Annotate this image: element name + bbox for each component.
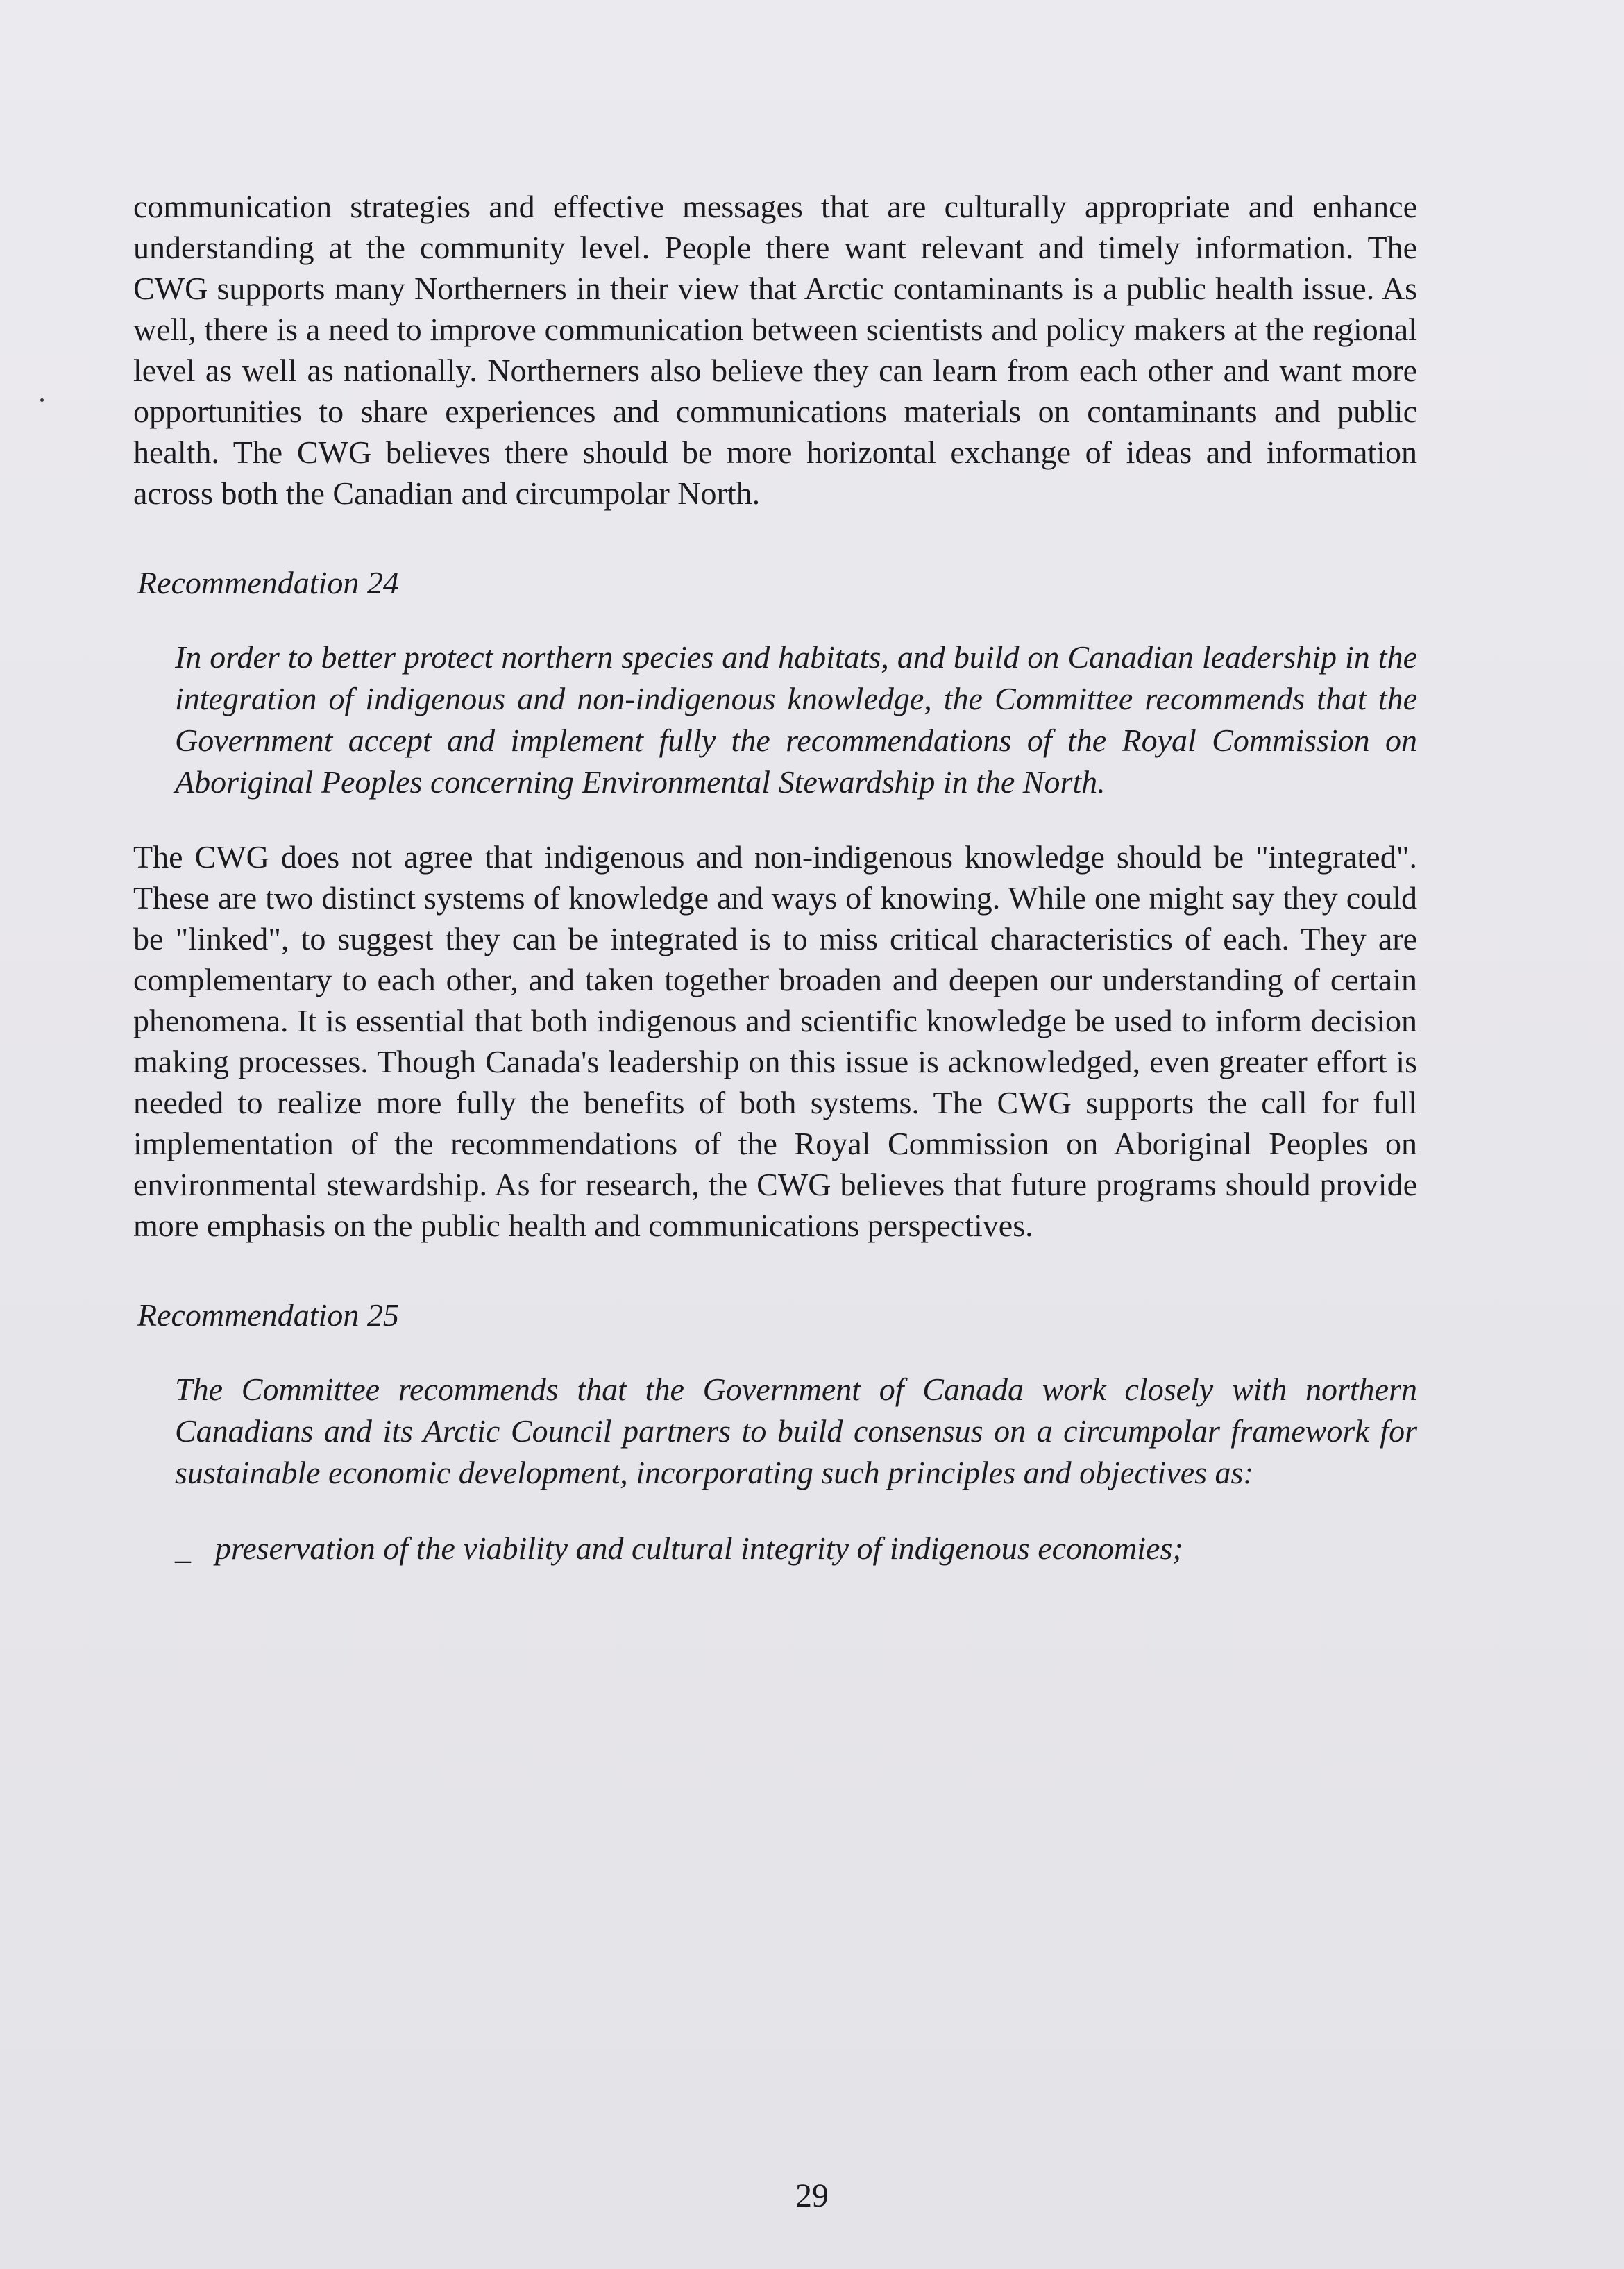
recommendation-25 — [133, 1294, 1417, 1567]
recommendation-24 — [133, 562, 1417, 803]
recommendation-heading: Recommendation 25 — [137, 1297, 399, 1333]
bullet-text: preservation of the viability and cultural integrity of indigenous economies; — [215, 1530, 1183, 1566]
recommendation-text: The Committee recommends that the Government of Canada work closely with northern Canadians and its Arctic Council partners to build consensus on a circumpolar framework for sustainable economic development, incorporating such principles and objectives as: — [175, 1372, 1417, 1490]
list-item — [175, 1530, 1417, 1567]
recommendation-bullet-list — [175, 1530, 1417, 1567]
page-number: 29 — [795, 2177, 829, 2214]
body-paragraph: communication strategies and effective messages that are culturally appropriate and enhance understanding at the community level. People there want relevant and timely information. The CWG supports many Northerners in their view that Arctic contaminants is a public health issue. As well, there is a need to improve communication between scientists and policy makers at the regional level as well as nationally. Northerners also believe they can learn from each other and want more opportunities to share experiences and communications materials on contaminants and public health. The CWG believes there should be more horizontal exchange of ideas and information across both the Canadian and circumpolar North. — [133, 189, 1417, 511]
recommendation-text: In order to better protect northern species and habitats, and build on Canadian leadership in the integration of indigenous and non-indigenous knowledge, the Committee recommends that the Government accept and implement fully the recommendations of the Royal Commission on Aboriginal Peoples concerning Environmental Stewardship in the North. — [175, 639, 1417, 800]
recommendation-heading: Recommendation 24 — [137, 565, 399, 600]
bullet-dash: _ — [175, 1530, 191, 1566]
body-paragraph: The CWG does not agree that indigenous and non-indigenous knowledge should be "integrated". These are two distinct systems of knowledge and ways of knowing. While one might say they could be "linked", to suggest they can be integrated is to miss critical characteristics of each. They are complementary to each other, and taken together broaden and deepen our understanding of certain phenomena. It is essential that both indigenous and scientific knowledge be used to inform decision making processes. Though Canada's leadership on this issue is acknowledged, even greater effort is needed to realize more fully the benefits of both systems. The CWG supports the call for full implementation of the recommendations of the Royal Commission on Aboriginal Peoples on environmental stewardship. As for research, the CWG believes that future programs should provide more emphasis on the public health and communications perspectives. — [133, 839, 1417, 1243]
stray-mark — [40, 398, 44, 402]
page-body — [133, 186, 1417, 1567]
